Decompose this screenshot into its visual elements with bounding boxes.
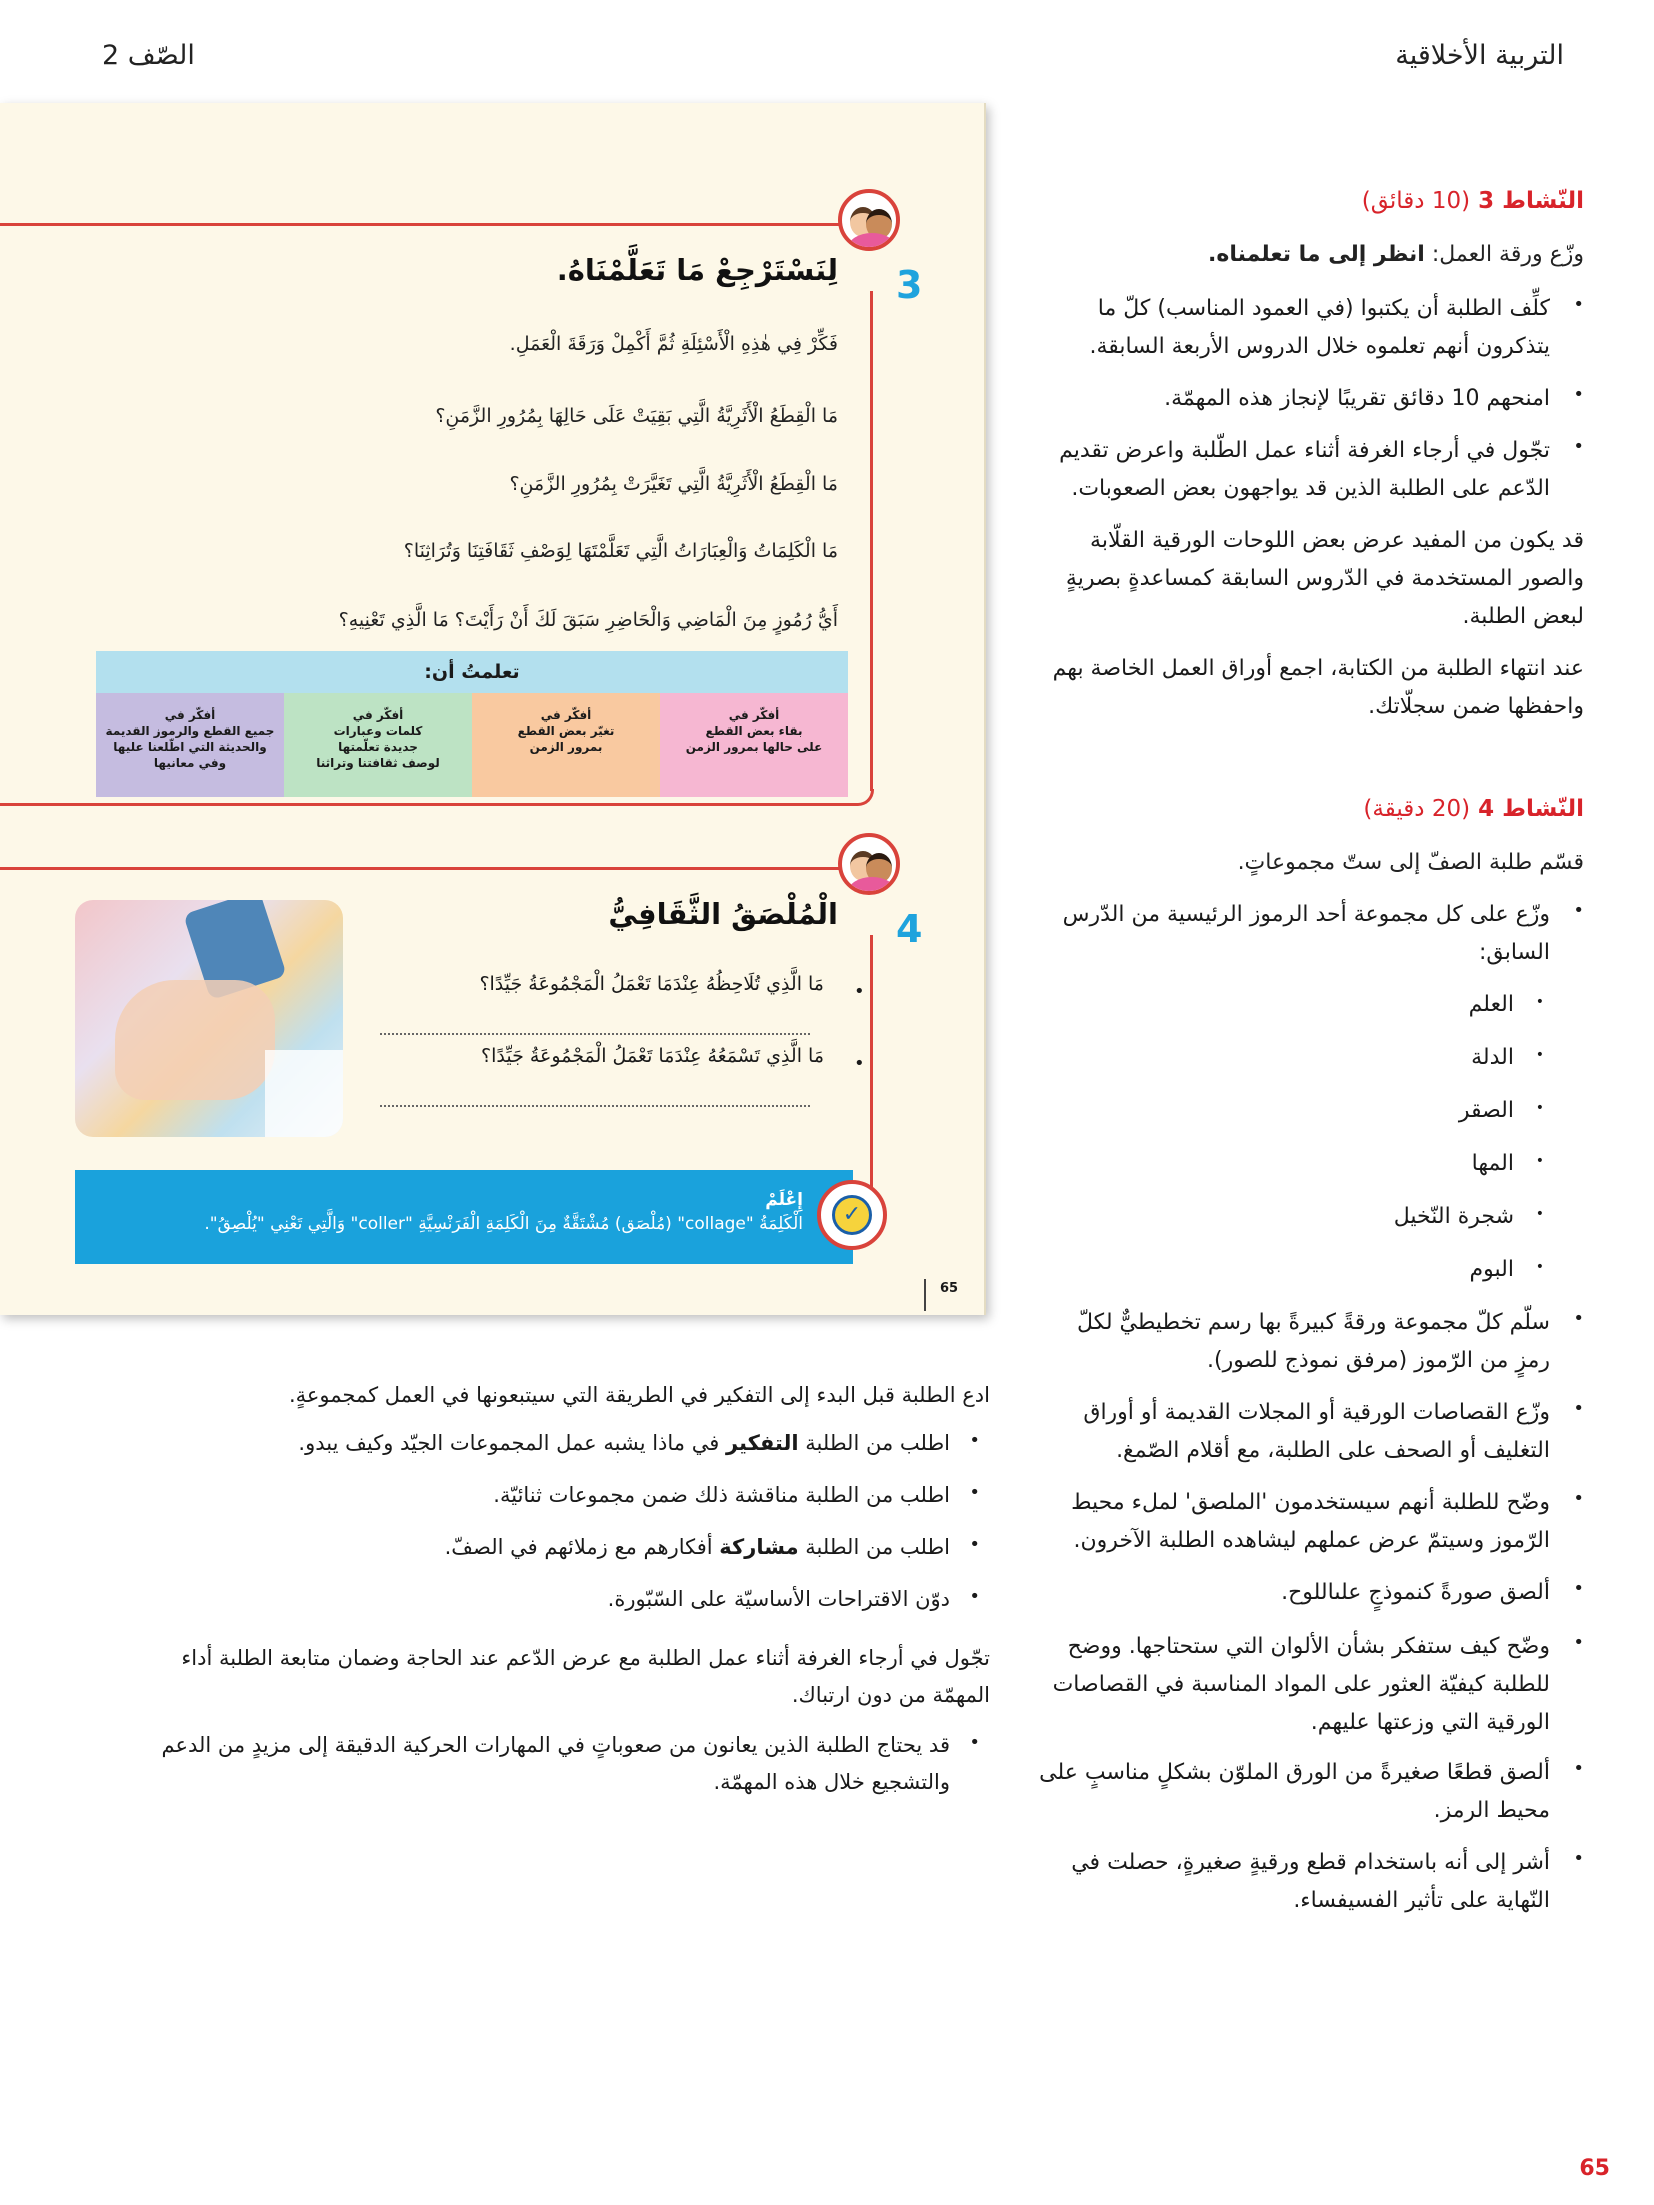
learned-cell: أفكّر في بقاء بعض القطع على حالها بمرور الزمن — [660, 693, 848, 797]
page-number-divider — [924, 1279, 926, 1311]
activity3-bullet: امنحهم 10 دقائق تقريبًا لإنجاز هذه المهمّة. — [1164, 386, 1550, 411]
grade-label: الصّف 2 — [102, 40, 195, 71]
collage-photo — [75, 900, 343, 1137]
section3-question: مَا الْكَلِمَاتُ وَالْعِبَارَاتُ الَّتِي تَعَلَّمْتَهَا لِوَصْفِ ثَقَافَتِنَا وَتُرَاثِنَا؟ — [403, 540, 838, 562]
section3-title: لِنَسْتَرْجِعْ مَا تَعَلَّمْنَاهُ. — [556, 253, 838, 287]
activity4-bullet: ألصق قطعًا صغيرةً من الورق الملوّن بشكلٍ مناسبٍ على محيط الرمز. — [1039, 1760, 1550, 1823]
lower-bullet: اطلب من الطلبة مشاركة أفكارهم مع زملائهم في الصفّ. — [444, 1535, 950, 1559]
section3-frame-bottom — [0, 803, 858, 806]
info-note — [75, 1170, 862, 1264]
section3-instruction: فَكِّرْ فِي هٰذِهِ الْأَسْئِلَةِ ثُمَّ أَكْمِلْ وَرَقَةَ الْعَمَلِ. — [509, 333, 838, 355]
activity3-heading: النّشاط 3 (10 دقائق) — [1361, 188, 1584, 214]
section4-question: مَا الَّذِي تُلَاحِظُهُ عِنْدَمَا تَعْمَلُ الْمَجْمُوعَةُ جَيِّدًا؟ — [479, 973, 824, 995]
symbol-item: العلم — [1468, 992, 1514, 1017]
learned-cell: أفكّر في تغيّر بعض القطع بمرور الزمن — [472, 693, 660, 797]
lower-bullet: اطلب من الطلبة مناقشة ذلك ضمن مجموعات ثنائيّة. — [493, 1483, 950, 1507]
students-avatar-icon — [838, 833, 900, 895]
activity3-para: قد يكون من المفيد عرض بعض اللوحات الورقية القلّابة والصور المستخدمة في الدّروس السابقة كمساعدةٍ بصريةٍ لبعض الطلبة. — [1065, 528, 1584, 629]
section3-number: 3 — [896, 263, 923, 307]
lower-bullet: دوّن الاقتراحات الأساسيّة على السّبّورة. — [607, 1587, 950, 1611]
activity3-bullet: تجّول في أرجاء الغرفة أثناء عمل الطّلبة واعرض تقديم الدّعم على الطلبة الذين قد يواجهون بعض الصعوبات. — [1059, 438, 1550, 501]
activity3-bullet: كلِّف الطلبة أن يكتبوا (في العمود المناسب) كلّ ما يتذكرون أنهم تعلموه خلال الدروس الأربعة السابقة. — [1089, 296, 1550, 359]
learned-table-title: تعلمتُ أن: — [96, 651, 848, 693]
lower-para: تجّول في أرجاء الغرفة أثناء عمل الطلبة مع عرض الدّعم عند الحاجة وضمان متابعة الطلبة أداء المهمّة من دون ارتباك. — [181, 1646, 990, 1707]
lower-bullet: قد يحتاج الطلبة الذين يعانون من صعوباتٍ في المهارات الحركية الدقيقة إلى مزيدٍ من الدعم والتشجيع خلال هذه المهمّة. — [161, 1733, 950, 1794]
activity3-intro: وزّع ورقة العمل: انظر إلى ما تعلمناه. — [1208, 242, 1584, 267]
symbol-item: المها — [1471, 1151, 1514, 1176]
learned-cell: أفكّر في جميع القطع والرموز القديمة والحديثة التي اطّلعنا عليها وفي معانيها — [96, 693, 284, 797]
symbol-item: الدلة — [1471, 1045, 1514, 1070]
section4-title: الْمُلْصَقُ الثَّقَافِيُّ — [608, 897, 838, 931]
section4-question: مَا الَّذِي تَسْمَعُهُ عِنْدَمَا تَعْمَلُ الْمَجْمُوعَةُ جَيِّدًا؟ — [481, 1045, 824, 1067]
section4-frame-side — [870, 935, 873, 1195]
section3-frame-top — [0, 223, 848, 226]
answer-line[interactable] — [380, 1105, 810, 1107]
activity4-intro: قسّم طلبة الصفّ إلى ستّ مجموعاتٍ. — [1237, 850, 1584, 875]
symbol-item: شجرة النّخيل — [1393, 1204, 1514, 1229]
activity4-heading: النّشاط 4 (20 دقيقة) — [1363, 796, 1584, 822]
symbol-item: البوم — [1469, 1257, 1514, 1282]
page-number: 65 — [1579, 2156, 1610, 2181]
section3-frame-corner — [850, 789, 874, 806]
activity4-bullet: وضّح كيف ستفكر بشأن الألوان التي ستحتاجها. ووضح للطلبة كيفيّة العثور على المواد المناسبة في القصاصات الورقية التي وزعتها عليهم. — [1052, 1634, 1550, 1735]
learned-table — [96, 651, 848, 797]
activity4-bullet: وزّع على كل مجموعة أحد الرموز الرئيسية من الدّرس السابق: — [1062, 902, 1550, 965]
note-title: إِعْلَمْ — [765, 1190, 803, 1210]
lower-intro: ادع الطلبة قبل البدء إلى التفكير في الطريقة التي سيتبعونها في العمل كمجموعةٍ. — [288, 1383, 990, 1407]
section4-frame-top — [0, 867, 848, 870]
students-avatar-icon — [838, 189, 900, 251]
learned-cell: أفكّر في كلمات وعبارات جديدة تعلّمتها لوصف ثقافتنا وتراثنا — [284, 693, 472, 797]
activity4-bullet: أشر إلى أنه باستخدام قطع ورقيةٍ صغيرةٍ، حصلت في النّهاية على تأثير الفسيفساء. — [1071, 1850, 1550, 1913]
section4-number: 4 — [896, 907, 923, 951]
student-page-preview: 3 لِنَسْتَرْجِعْ مَا تَعَلَّمْنَاهُ. فَكِّرْ فِي هٰذِهِ الْأَسْئِلَةِ ثُمَّ أَكْمِلْ وَرَقَةَ الْعَمَلِ. مَا الْقِطَعُ الْأَثَرِيَّةُ الَّتِي بَقِيَتْ عَلَى حَالِهَا بِمُرُورِ الزَّمَنِ؟ مَا الْقِطَعُ الْأَثَرِيَّةُ الَّتِي تَغَيَّرَتْ بِمُرُورِ الزَّمَنِ؟ مَا الْكَلِمَاتُ وَالْعِبَارَاتُ الَّتِي تَعَلَّمْتَهَا لِوَصْفِ ثَقَافَتِنَا وَتُرَاثِنَا؟ أَيُّ رُمُوزٍ مِنَ الْمَاضِي وَالْحَاضِرِ سَبَقَ لَكَ أَنْ رَأَيْتَ؟ مَا الَّذِي تَعْنِيهِ؟ تعلمتُ أن: أفكّر في بقاء بعض القطع على حالها بمرور الزمن أفكّر في تغيّر بعض القطع بمرور الزمن أفكّر في كلمات وعبارات جديدة تعلّمتها لوصف ثقافتنا وتراثنا أفكّر في جميع القطع والرموز القديمة والحديثة التي اطّلعنا عليها وفي معانيها 4 الْمُلْصَقُ الثَّقَافِيُّ • مَا الَّذِي تُلَاحِظُهُ عِنْدَمَا تَعْمَلُ الْمَجْمُوعَةُ جَيِّدًا؟ • مَا الَّذِي تَسْمَعُهُ عِنْدَمَا تَعْمَلُ الْمَجْمُوعَةُ جَيِّدًا؟ ✓ إِعْلَمْ الْكَلِمَةُ "collage" (مُلْصَق) مُشْتَقَّةٌ مِنَ الْكَلِمَةِ الْفَرَنْسِيَّةِ "coller" وَالَّتِي تَعْنِي "يُلْصِقُ". 65 — [0, 103, 986, 1315]
section3-question: مَا الْقِطَعُ الْأَثَرِيَّةُ الَّتِي تَغَيَّرَتْ بِمُرُورِ الزَّمَنِ؟ — [509, 473, 838, 495]
note-text: الْكَلِمَةُ "collage" (مُلْصَق) مُشْتَقَّةٌ مِنَ الْكَلِمَةِ الْفَرَنْسِيَّةِ "coller" وَالَّتِي تَعْنِي "يُلْصِقُ". — [204, 1214, 803, 1234]
activity3-para: عند انتهاء الطلبة من الكتابة، اجمع أوراق العمل الخاصة بهم واحفظها ضمن سجلّاتك. — [1052, 656, 1584, 719]
activity4-bullet: ألصق صورةً كنموذجٍ علىاللوح. — [1281, 1580, 1550, 1605]
activity4-bullet: وضّح للطلبة أنهم سيستخدمون 'الملصق' لملء محيط الرّموز وسيتمّ عرض عملهم ليشاهده الطلبة الآخرون. — [1071, 1490, 1550, 1553]
activity4-bullet: سلّم كلّ مجموعة ورقةً كبيرةً بها رسم تخطيطيٌّ لكلّ رمزٍ من الرّموز (مرفق نموذج للصور). — [1077, 1310, 1550, 1373]
embedded-page-number: 65 — [940, 1281, 959, 1296]
checkmark-icon: ✓ — [817, 1180, 887, 1250]
section3-question: مَا الْقِطَعُ الْأَثَرِيَّةُ الَّتِي بَقِيَتْ عَلَى حَالِهَا بِمُرُورِ الزَّمَنِ؟ — [435, 405, 838, 427]
activity4-bullet: وزّع القصاصات الورقية أو المجلات القديمة أو أوراق التغليف أو الصحف على الطلبة، مع أقلام الصّمغ. — [1083, 1400, 1550, 1463]
section3-question: أَيُّ رُمُوزٍ مِنَ الْمَاضِي وَالْحَاضِرِ سَبَقَ لَكَ أَنْ رَأَيْتَ؟ مَا الَّذِي تَعْنِيهِ؟ — [338, 609, 838, 631]
answer-line[interactable] — [380, 1033, 810, 1035]
symbol-item: الصقر — [1458, 1098, 1514, 1123]
lower-bullet: اطلب من الطلبة التفكير في ماذا يشبه عمل المجموعات الجيّد وكيف يبدو. — [298, 1431, 950, 1455]
section3-frame-side — [870, 291, 873, 791]
subject-title: التربية الأخلاقية — [1395, 40, 1564, 71]
